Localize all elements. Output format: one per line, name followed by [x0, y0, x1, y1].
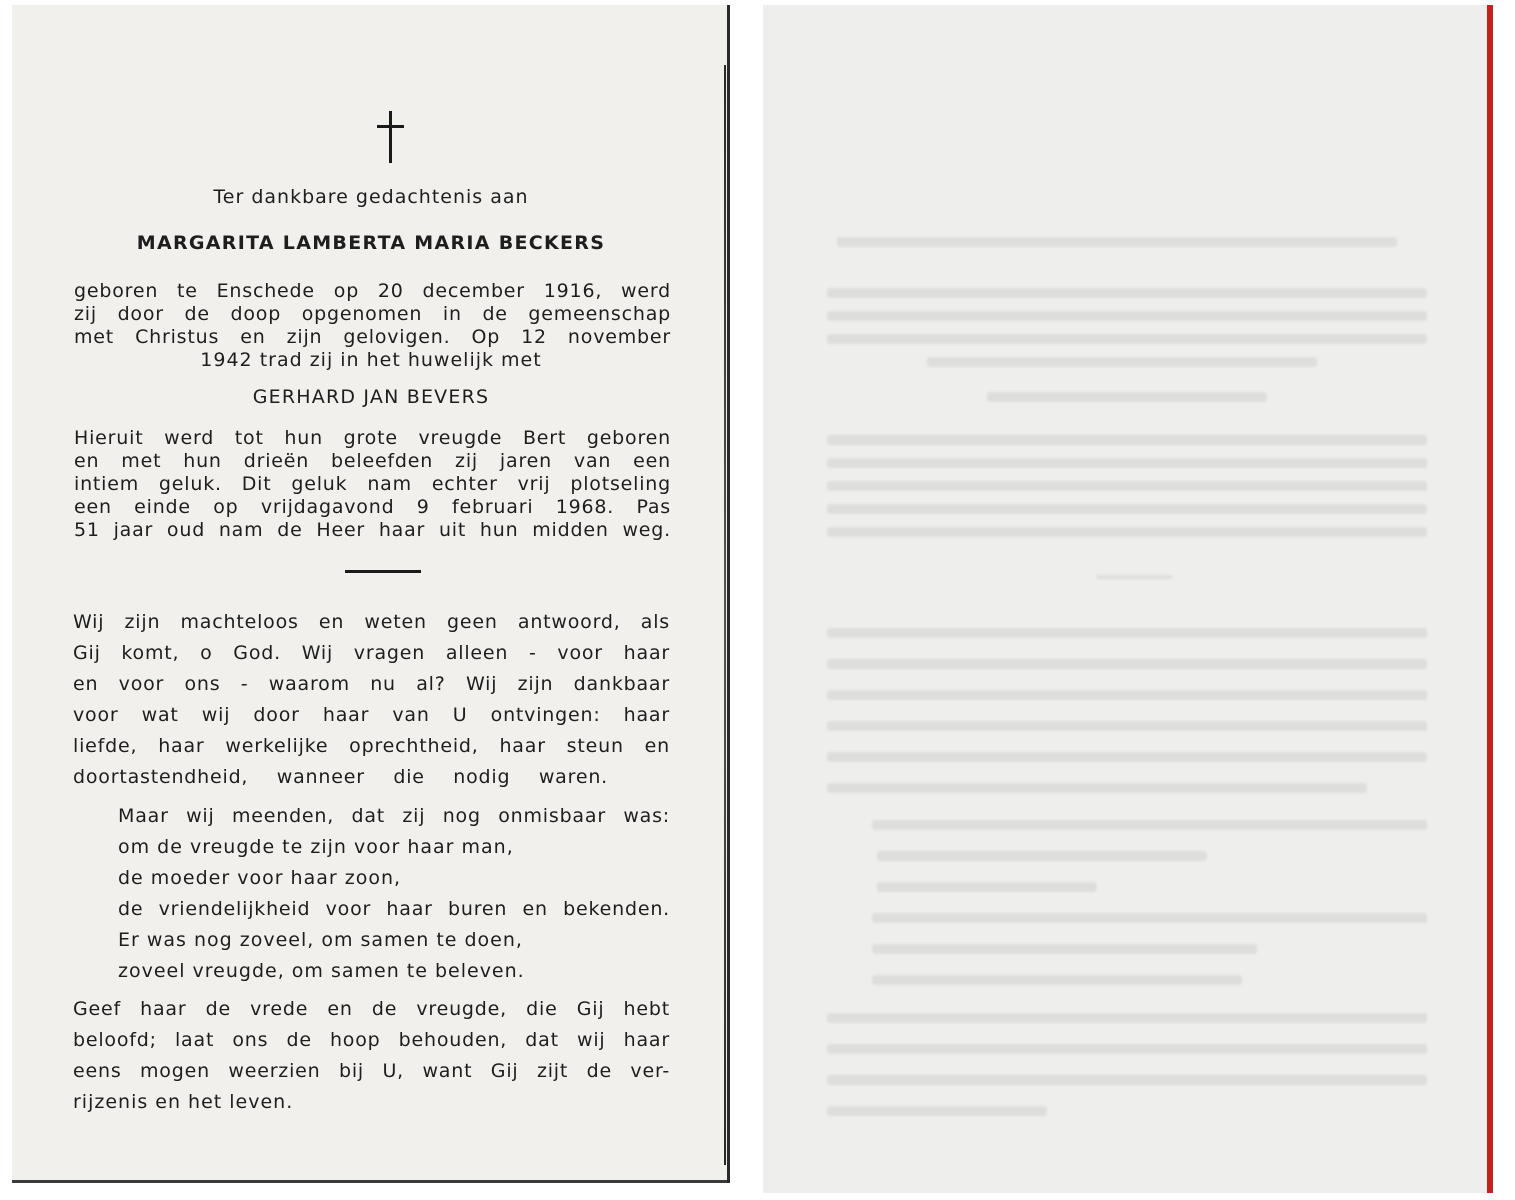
life-line: en met hun drieën beleefden zij jaren van een: [74, 450, 671, 472]
poem-line: de vriendelijkheid voor haar buren en bekenden.: [118, 898, 670, 920]
poem-line: Maar wij meenden, dat zij nog onmisbaar was:: [118, 805, 670, 827]
prayer-line: doortastendheid, wanneer die nodig waren.: [73, 766, 608, 788]
memorial-card-back: [763, 5, 1487, 1193]
memorial-card-front: [12, 5, 730, 1183]
life-line: een einde op vrijdagavond 9 februari 1968. Pas: [74, 496, 671, 518]
spouse-name: GERHARD JAN BEVERS: [252, 386, 490, 408]
poem-line: Er was nog zoveel, om samen te doen,: [118, 929, 523, 951]
birth-line: 1942 trad zij in het huwelijk met: [200, 349, 542, 371]
birth-line: geboren te Enschede op 20 december 1916, werd: [74, 280, 671, 302]
poem-line: om de vreugde te zijn voor haar man,: [118, 836, 514, 858]
closing-line: eens mogen weerzien bij U, want Gij zijt de ver-: [73, 1060, 670, 1082]
life-line: Hieruit werd tot hun grote vreugde Bert geboren: [74, 427, 671, 449]
poem-line: zoveel vreugde, om samen te beleven.: [118, 960, 525, 982]
prayer-line: Gij komt, o God. Wij vragen alleen - voor haar: [73, 642, 670, 664]
show-through-text: [763, 5, 1487, 1193]
life-line: intiem geluk. Dit geluk nam echter vrij plotseling: [74, 473, 671, 495]
prayer-line: Wij zijn machteloos en weten geen antwoord, als: [73, 611, 670, 633]
prayer-line: voor wat wij door haar van U ontvingen: haar: [73, 704, 670, 726]
closing-line: rijzenis en het leven.: [73, 1091, 294, 1113]
divider: [345, 570, 421, 573]
deceased-name: MARGARITA LAMBERTA MARIA BECKERS: [136, 232, 606, 254]
closing-line: beloofd; laat ons de hoop behouden, dat wij haar: [73, 1029, 670, 1051]
birth-line: zij door de doop opgenomen in de gemeenschap: [74, 303, 671, 325]
prayer-line: liefde, haar werkelijke oprechtheid, haar steun en: [73, 735, 670, 757]
poem-line: de moeder voor haar zoon,: [118, 867, 402, 889]
card-edge-shadow: [724, 65, 726, 1165]
prayer-line: en voor ons - waarom nu al? Wij zijn dankbaar: [73, 673, 670, 695]
closing-line: Geef haar de vrede en de vreugde, die Gij hebt: [73, 998, 670, 1020]
birth-line: met Christus en zijn gelovigen. Op 12 november: [74, 326, 671, 348]
card-heading: Ter dankbare gedachtenis aan: [213, 186, 529, 208]
cross-icon: [373, 111, 409, 163]
life-line: 51 jaar oud nam de Heer haar uit hun midden weg.: [74, 519, 671, 541]
